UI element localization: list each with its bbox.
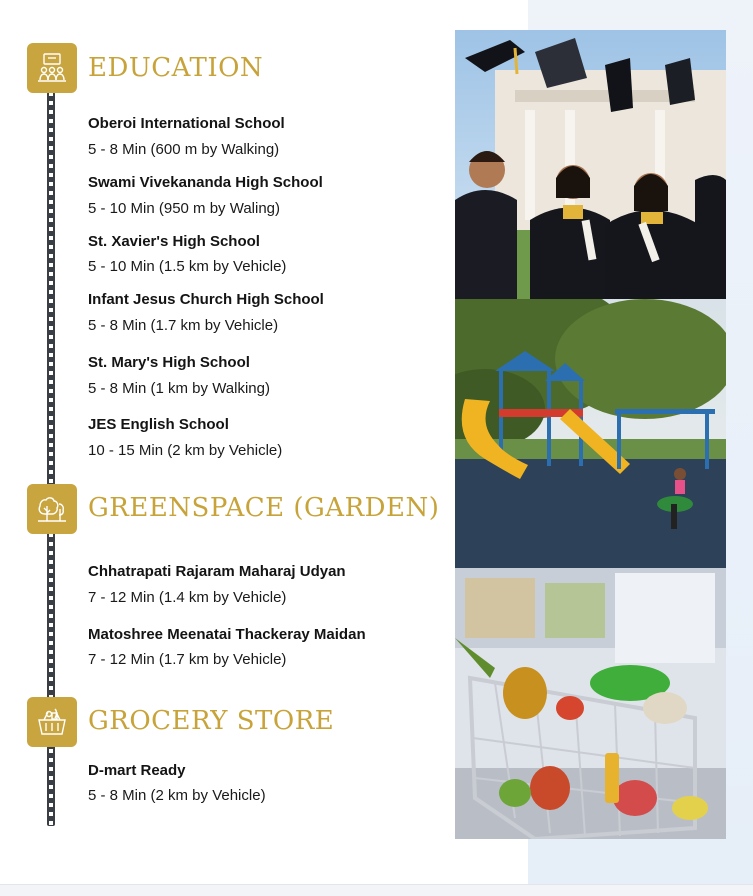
school-name: Oberoi International School <box>88 115 285 132</box>
school-icon <box>35 51 69 85</box>
school-name: St. Mary's High School <box>88 354 250 371</box>
greenspace-heading: GREENSPACE (GARDEN) <box>88 493 440 523</box>
grocery-basket-icon <box>35 705 69 739</box>
school-distance: 5 - 10 Min (950 m by Waling) <box>88 200 281 217</box>
garden-name: Chhatrapati Rajaram Maharaj Udyan <box>88 563 346 580</box>
page-bottom-divider <box>0 884 753 896</box>
store-distance: 5 - 8 Min (2 km by Vehicle) <box>88 787 266 804</box>
graduates-photo <box>455 30 726 299</box>
school-name: JES English School <box>88 416 229 433</box>
garden-distance: 7 - 12 Min (1.7 km by Vehicle) <box>88 651 287 668</box>
school-name: Infant Jesus Church High School <box>88 291 324 308</box>
school-name: Swami Vivekananda High School <box>88 174 323 191</box>
garden-distance: 7 - 12 Min (1.4 km by Vehicle) <box>88 589 287 606</box>
school-distance: 5 - 10 Min (1.5 km by Vehicle) <box>88 258 287 275</box>
education-heading: EDUCATION <box>88 53 264 83</box>
garden-name: Matoshree Meenatai Thackeray Maidan <box>88 626 366 643</box>
school-distance: 5 - 8 Min (600 m by Walking) <box>88 141 280 158</box>
education-icon-box <box>27 43 77 93</box>
store-name: D-mart Ready <box>88 762 186 779</box>
grocery-cart-photo <box>455 568 726 839</box>
school-distance: 5 - 8 Min (1 km by Walking) <box>88 380 270 397</box>
greenspace-icon-box <box>27 484 77 534</box>
playground-photo <box>455 299 726 568</box>
school-name: St. Xavier's High School <box>88 233 260 250</box>
school-distance: 10 - 15 Min (2 km by Vehicle) <box>88 442 283 459</box>
tree-icon <box>35 492 69 526</box>
school-distance: 5 - 8 Min (1.7 km by Vehicle) <box>88 317 279 334</box>
grocery-icon-box <box>27 697 77 747</box>
grocery-heading: GROCERY STORE <box>88 706 335 736</box>
